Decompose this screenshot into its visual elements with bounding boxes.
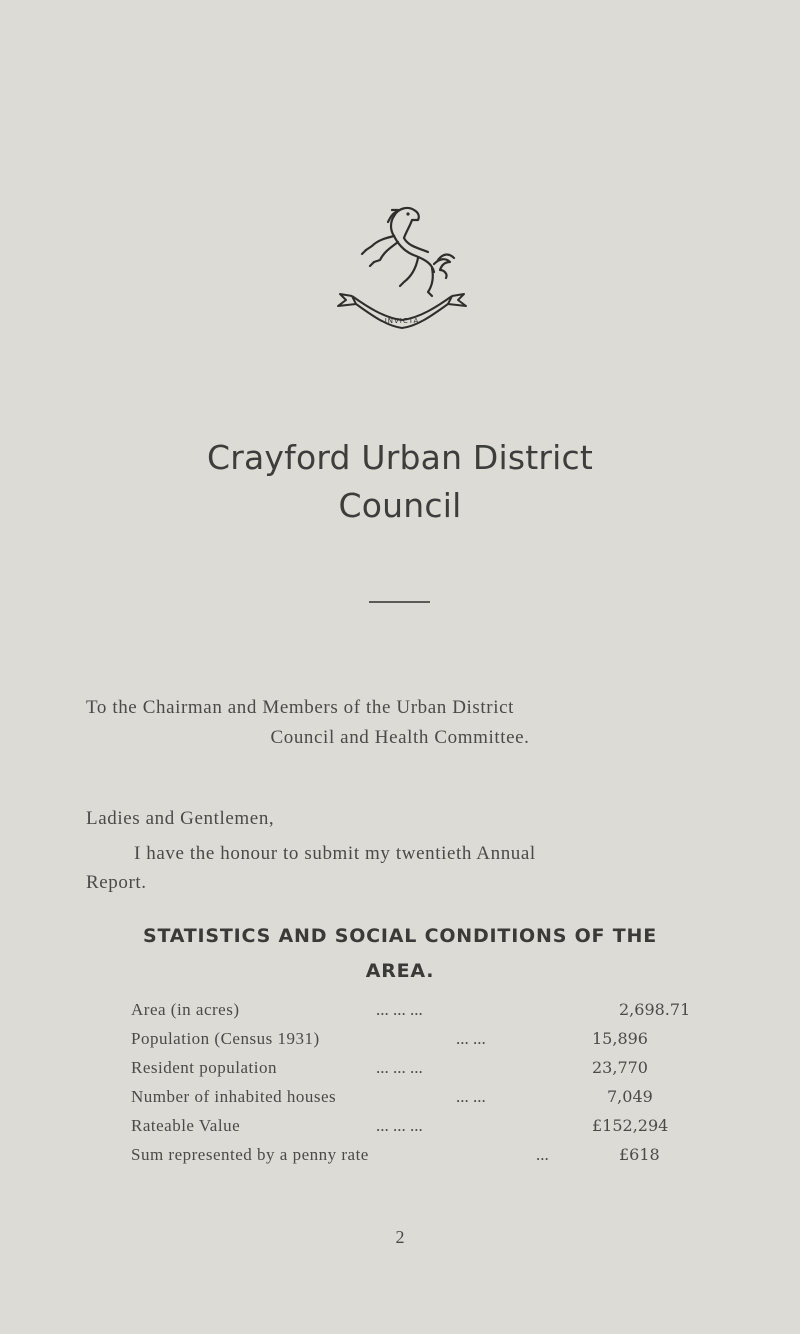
divider-rule [369,601,430,603]
stat-label: Number of inhabited houses [131,1087,337,1106]
stat-row-area [131,1000,711,1029]
stat-label: Sum represented by a penny rate [131,1145,369,1164]
stat-row-rateable-value [131,1116,711,1145]
stat-value: £618 [619,1145,660,1164]
statistics-table [131,1000,711,1174]
stat-leader-dots: ... ... [456,1029,486,1048]
section-heading-line-2: AREA. [365,960,435,982]
stat-row-inhabited-houses [131,1087,711,1116]
body-line-2: Report. [86,872,147,893]
white-horse-crest [332,202,472,334]
stat-leader-dots: ... ... [456,1087,486,1106]
salutation: Ladies and Gentlemen, [86,808,275,829]
stat-value: 15,896 [592,1029,648,1048]
stat-row-resident-population [131,1058,711,1087]
stat-label: Rateable Value [131,1116,241,1135]
stat-leader-dots: ... ... ... [376,1116,423,1135]
stat-row-population [131,1029,711,1058]
stat-leader-dots: ... ... ... [376,1000,423,1019]
stat-value: £152,294 [592,1116,669,1135]
stat-label: Area (in acres) [131,1000,240,1019]
stat-label: Population (Census 1931) [131,1029,320,1048]
page-number: 2 [395,1227,405,1247]
stat-value: 23,770 [592,1058,648,1077]
stat-row-penny-rate [131,1145,711,1174]
stat-leader-dots: ... [536,1145,549,1164]
council-title-line-1: Crayford Urban District [206,438,594,477]
council-title-line-2: Council [338,486,462,525]
stat-value: 2,698.71 [619,1000,691,1019]
address-line-1: To the Chairman and Members of the Urban District [86,697,515,718]
stat-value: 7,049 [607,1087,653,1106]
address-line-2: Council and Health Committee. [270,727,530,748]
section-heading-line-1: STATISTICS AND SOCIAL CONDITIONS OF THE [142,925,657,947]
crest-motto: INVICTA [384,317,420,325]
body-line-1: I have the honour to submit my twentieth Annual [134,843,536,864]
stat-leader-dots: ... ... ... [376,1058,423,1077]
stat-label: Resident population [131,1058,277,1077]
